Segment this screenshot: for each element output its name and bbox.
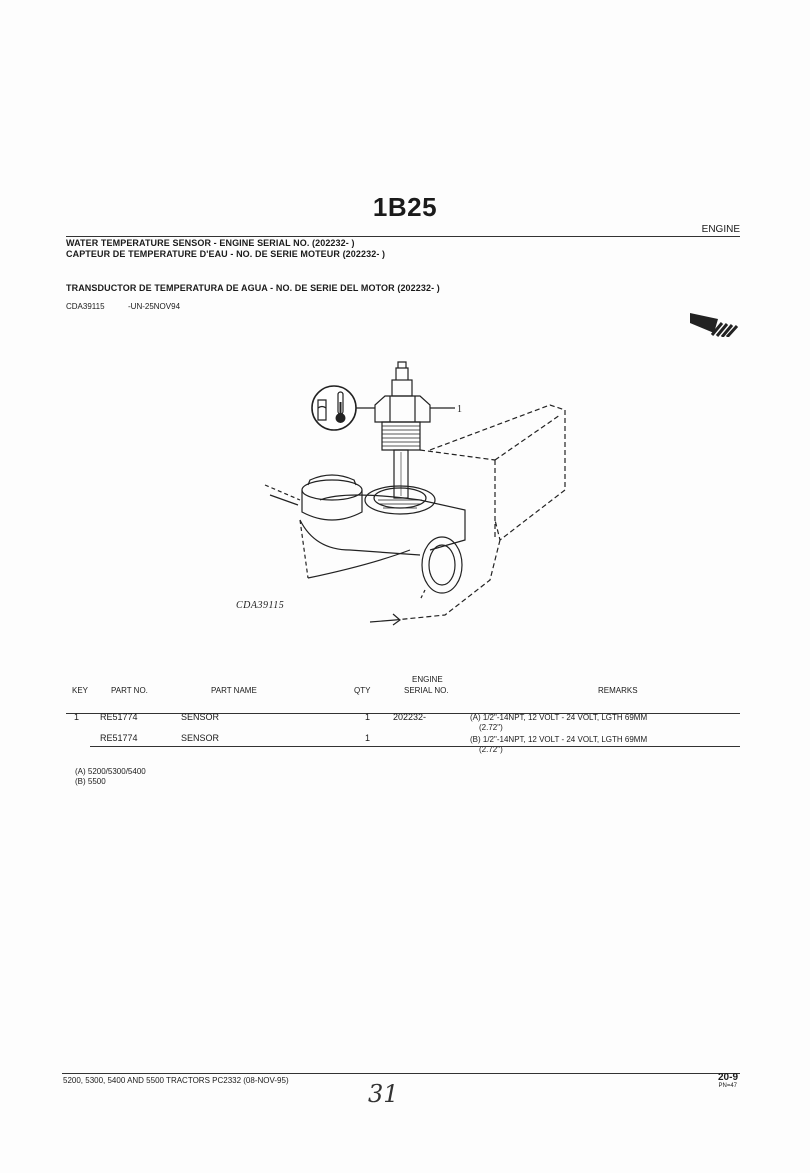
reference-image-id: CDA39115 bbox=[66, 302, 105, 311]
row-qty: 1 bbox=[365, 733, 371, 743]
row-part-no: RE51774 bbox=[100, 733, 138, 743]
callout-key: 1 bbox=[457, 404, 462, 415]
section-code: 1B25 bbox=[372, 192, 438, 222]
pn-number: PN=47 bbox=[718, 1083, 737, 1089]
column-part-no: PART NO. bbox=[111, 686, 148, 695]
row-remarks-line1: (A) 1/2"-14NPT, 12 VOLT - 24 VOLT, LGTH 69MM bbox=[470, 713, 648, 722]
row-remarks-line2: (2.72") bbox=[479, 745, 503, 754]
row-qty: 1 bbox=[365, 712, 371, 722]
table-bottom-rule bbox=[90, 746, 740, 747]
column-key: KEY bbox=[72, 686, 89, 695]
row-part-name: SENSOR bbox=[181, 712, 220, 722]
footer-text: 5200, 5300, 5400 AND 5500 TRACTORS PC2332 (08-NOV-95) bbox=[63, 1076, 289, 1085]
figure-caption: CDA39115 bbox=[236, 600, 285, 611]
title-english: WATER TEMPERATURE SENSOR - ENGINE SERIAL NO. (202232- ) bbox=[66, 238, 355, 248]
coolant-temperature-icon bbox=[312, 386, 356, 430]
page-number: 20-9 bbox=[717, 1072, 738, 1083]
row-key: 1 bbox=[74, 712, 80, 722]
note-a: (A) 5200/5300/5400 bbox=[75, 767, 146, 776]
reference-code: -UN-25NOV94 bbox=[128, 302, 181, 311]
column-serial-top: ENGINE bbox=[412, 675, 443, 684]
title-french: CAPTEUR DE TEMPERATURE D'EAU - NO. DE SERIE MOTEUR (202232- ) bbox=[66, 249, 386, 259]
column-part-name: PART NAME bbox=[211, 686, 257, 695]
note-b: (B) 5500 bbox=[75, 777, 106, 786]
row-part-no: RE51774 bbox=[100, 712, 138, 722]
row-serial: 202232- bbox=[393, 712, 427, 722]
column-qty: QTY bbox=[354, 686, 371, 695]
row-remarks-line2: (2.72") bbox=[479, 723, 503, 732]
handwritten-page-number: 31 bbox=[368, 1080, 399, 1108]
column-serial-bottom: SERIAL NO. bbox=[404, 686, 449, 695]
header-rule bbox=[66, 236, 740, 237]
row-remarks-line1: (B) 1/2"-14NPT, 12 VOLT - 24 VOLT, LGTH 69MM bbox=[470, 735, 648, 744]
arrow-stripes-icon bbox=[688, 311, 740, 337]
section-name: ENGINE bbox=[701, 224, 740, 235]
sensor-illustration bbox=[230, 350, 575, 630]
footer-rule bbox=[62, 1073, 740, 1074]
title-spanish: TRANSDUCTOR DE TEMPERATURA DE AGUA - NO. DE SERIE DEL MOTOR (202232- ) bbox=[66, 283, 440, 293]
column-remarks: REMARKS bbox=[598, 686, 638, 695]
row-part-name: SENSOR bbox=[181, 733, 220, 743]
